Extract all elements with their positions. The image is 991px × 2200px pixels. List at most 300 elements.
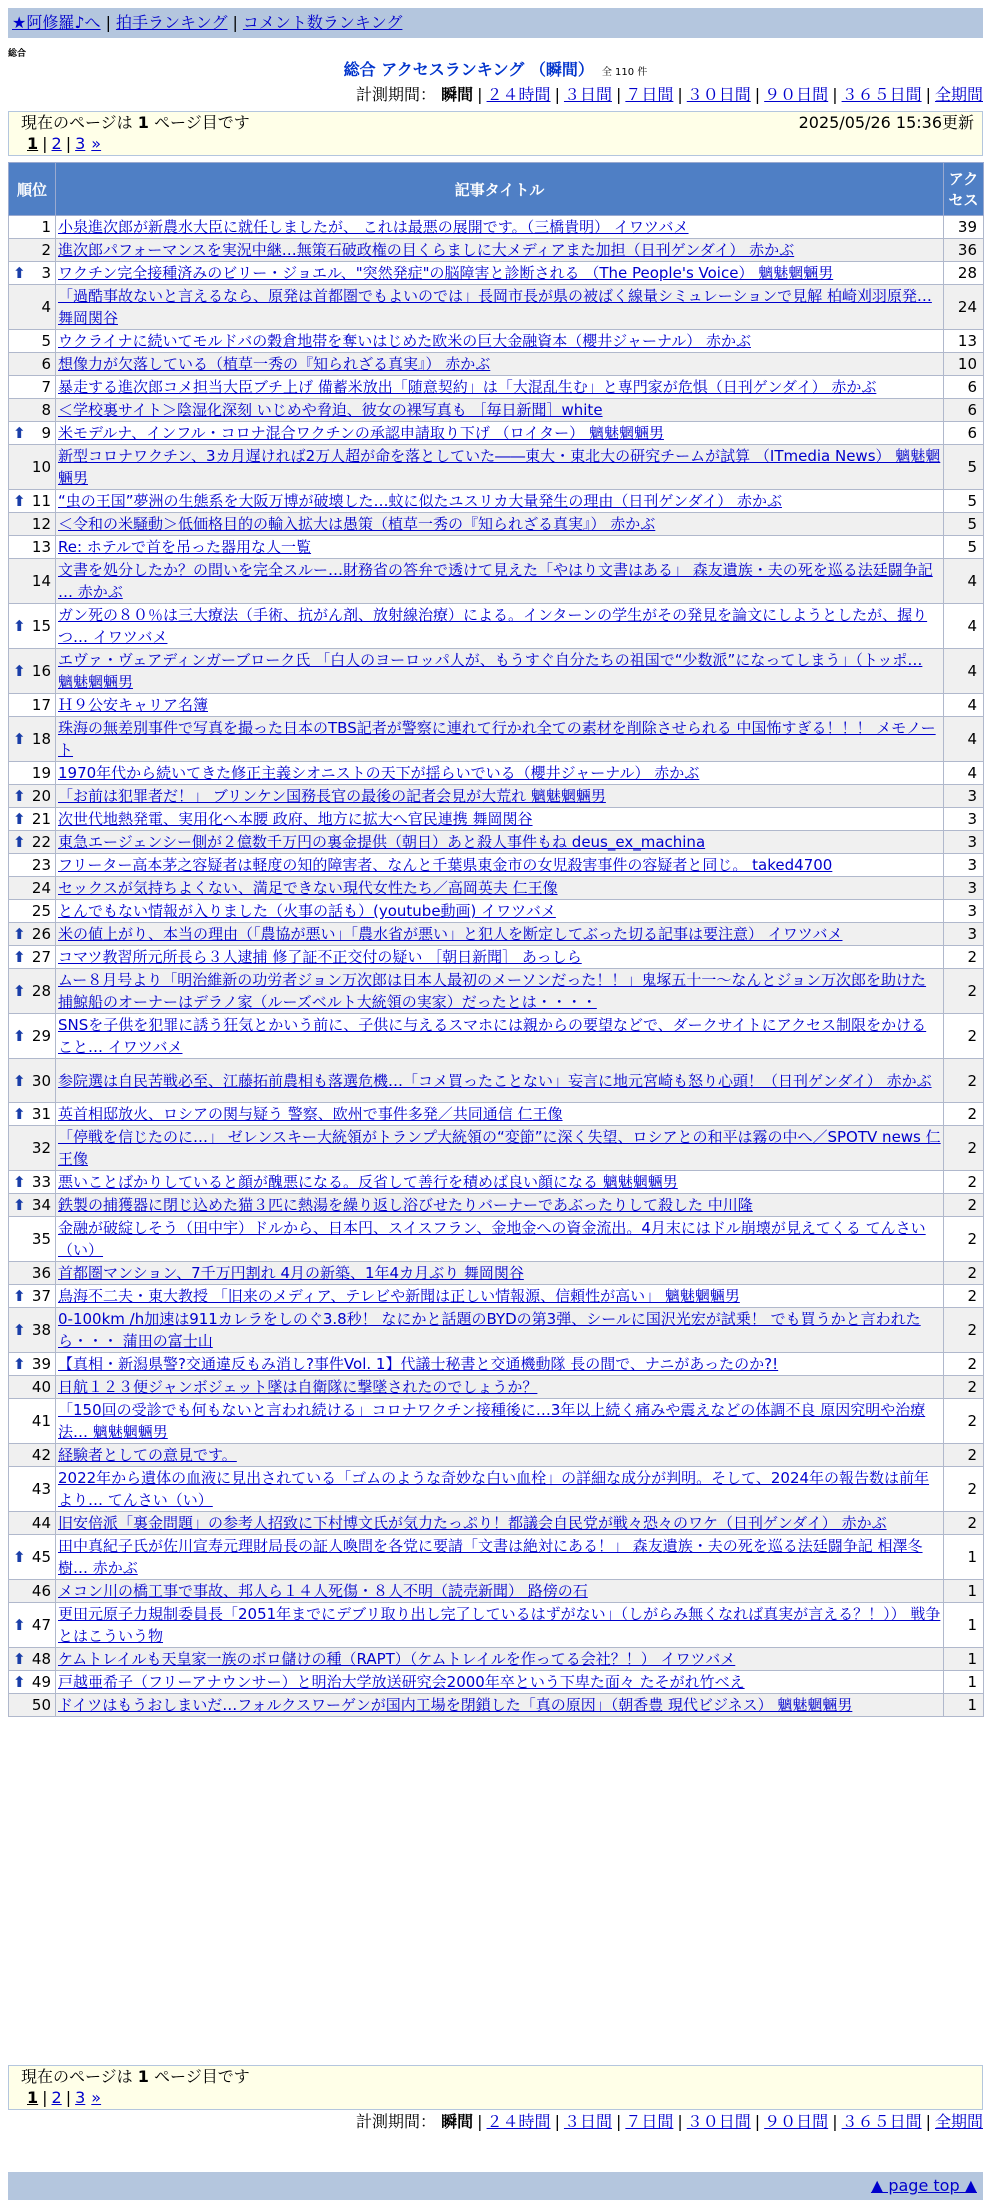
table-row <box>9 262 984 285</box>
title-cell <box>56 536 944 559</box>
rank-cell <box>9 969 56 1014</box>
period-separator: | <box>832 2112 838 2131</box>
page-link-2[interactable]: 2 <box>51 134 62 153</box>
period-link-all[interactable]: 全期間 <box>934 2112 983 2131</box>
rank-number: 3 <box>41 264 51 282</box>
access-count: 2 <box>944 1376 984 1399</box>
article-link[interactable]: 戸越亜希子（フリーアナウンサー）と明治大学放送研究会2000年卒という下卑た面々 たそがれ竹べえ <box>58 1673 745 1691</box>
page-separator: | <box>42 134 48 153</box>
period-label: 計測期間： <box>356 85 437 104</box>
access-count: 1 <box>944 1694 984 1717</box>
updated-timestamp: 2025/05/26 15:36更新 <box>798 113 974 132</box>
up-arrow-icon: ⬆ <box>13 1027 26 1045</box>
rank-number: 2 <box>41 241 51 259</box>
title-cell <box>56 946 944 969</box>
rank-number: 27 <box>31 948 51 966</box>
article-link[interactable]: 田中真紀子氏が佐川宣寿元理財局長の証人喚問を各党に要請「文書は絶対にある！」 森友遺族・夫の死を巡る法廷闘争記 相澤冬樹… 赤かぶ <box>58 1537 923 1577</box>
up-arrow-icon: ⬆ <box>13 1105 26 1123</box>
rank-number: 34 <box>31 1196 51 1214</box>
table-row <box>9 1014 984 1059</box>
table-row <box>9 808 984 831</box>
rank-number: 25 <box>31 902 51 920</box>
article-link[interactable]: 新型コロナワクチン、3カ月遅ければ2万人超が命を落としていた――東大・東北大の研究チームが試算 （ITmedia News） 魑魅魍魎男 <box>58 447 941 487</box>
title-cell <box>56 762 944 785</box>
title-cell <box>56 513 944 536</box>
title-cell <box>56 1648 944 1671</box>
up-arrow-icon: ⬆ <box>13 833 26 851</box>
access-count: 3 <box>944 831 984 854</box>
rank-cell <box>9 1376 56 1399</box>
rank-number: 11 <box>31 492 51 510</box>
title-cell <box>56 831 944 854</box>
table-row <box>9 422 984 445</box>
title-cell <box>56 1399 944 1444</box>
title-cell <box>56 1444 944 1467</box>
col-header-title: 記事タイトル <box>56 163 944 216</box>
article-link[interactable]: 参院選は自民苦戦必至、江藤拓前農相も落選危機…「コメ買ったことない」妄言に地元宮崎も怒り心頭！（日刊ゲンダイ） 赤かぶ <box>58 1071 932 1090</box>
access-count: 2 <box>944 1262 984 1285</box>
title-cell <box>56 216 944 239</box>
title-cell <box>56 399 944 422</box>
table-row <box>9 1444 984 1467</box>
table-row <box>9 1103 984 1126</box>
article-link[interactable]: 進次郎パフォーマンスを実況中継…無策石破政権の目くらましに大メディアまた加担（日刊ゲンダイ） 赤かぶ <box>58 241 795 259</box>
title-cell <box>56 717 944 762</box>
period-current: 瞬間 <box>441 2112 474 2131</box>
clap-ranking-link[interactable]: 拍手ランキング <box>115 13 228 32</box>
col-header-rank: 順位 <box>9 163 56 216</box>
article-link[interactable]: ドイツはもうおしまいだ…フォルクスワーゲンが国内工場を閉鎖した「真の原因」（朝香豊 現代ビジネス） 魑魅魍魎男 <box>58 1696 853 1714</box>
rank-cell <box>9 1308 56 1353</box>
rank-cell <box>9 239 56 262</box>
rank-number: 48 <box>31 1650 51 1668</box>
table-row <box>9 831 984 854</box>
rank-cell <box>9 262 56 285</box>
period-link-30d[interactable]: ３０日間 <box>686 85 751 104</box>
ranking-table-body <box>9 216 984 1717</box>
rank-cell <box>9 1103 56 1126</box>
period-current: 瞬間 <box>441 85 474 104</box>
total-count: 全 110 件 <box>601 67 648 78</box>
article-link[interactable]: コマツ教習所元所長ら３人逮捕 修了証不正交付の疑い ［朝日新聞］ あっしら <box>58 948 582 966</box>
title-cell <box>56 694 944 717</box>
rank-cell <box>9 1580 56 1603</box>
rank-cell <box>9 330 56 353</box>
footer-bar <box>8 2172 983 2200</box>
access-count: 2 <box>944 1059 984 1103</box>
access-count: 3 <box>944 785 984 808</box>
period-link-all[interactable]: 全期間 <box>934 85 983 104</box>
table-row <box>9 877 984 900</box>
access-count: 4 <box>944 649 984 694</box>
rank-number: 49 <box>31 1673 51 1691</box>
access-count: 4 <box>944 604 984 649</box>
access-count: 2 <box>944 1444 984 1467</box>
access-count: 1 <box>944 1580 984 1603</box>
up-arrow-icon: ⬆ <box>13 662 26 680</box>
rank-cell <box>9 1353 56 1376</box>
title-cell <box>56 262 944 285</box>
title-cell <box>56 1171 944 1194</box>
article-link[interactable]: エヴァ・ヴェアディンガーブローク氏 「白人のヨーロッパ人が、もうすぐ自分たちの祖国で“少数派”になってしまう」（トッポ… 魑魅魍魎男 <box>58 651 923 691</box>
period-separator: | <box>615 85 622 104</box>
access-count: 6 <box>944 399 984 422</box>
title-cell <box>56 969 944 1014</box>
page-link-3[interactable]: 3 <box>75 2088 86 2107</box>
period-separator: | <box>477 2112 483 2131</box>
access-count: 10 <box>944 353 984 376</box>
article-link[interactable]: 鉄製の捕獲器に閉じ込めた猫３匹に熱湯を繰り返し浴びせたりバーナーであぶったりして殺した 中川隆 <box>58 1196 753 1214</box>
rank-cell <box>9 900 56 923</box>
article-link[interactable]: Re: ホテルで首を吊った器用な人一覧 <box>58 538 312 556</box>
title-cell <box>56 1671 944 1694</box>
page-link-2[interactable]: 2 <box>51 2088 62 2107</box>
article-link[interactable]: 経験者としての意見です。 <box>58 1446 237 1464</box>
table-row <box>9 1648 984 1671</box>
rank-number: 39 <box>31 1355 51 1373</box>
title-cell <box>56 1194 944 1217</box>
access-count: 24 <box>944 285 984 330</box>
table-row <box>9 1671 984 1694</box>
article-link[interactable]: 「過酷事故ないと言えるなら、原発は首都圏でもよいのでは」長岡市長が県の被ばく線量シミュレーションで見解 柏崎刈羽原発… 舞岡関谷 <box>58 287 932 327</box>
article-link[interactable]: 英首相邸放火、ロシアの関与疑う 警察、欧州で事件多発／共同通信 仁王像 <box>58 1105 563 1123</box>
table-row <box>9 216 984 239</box>
access-count: 3 <box>944 877 984 900</box>
title-cell <box>56 376 944 399</box>
title-cell <box>56 1285 944 1308</box>
rank-cell <box>9 1648 56 1671</box>
article-link[interactable]: Ｈ９公安キャリア名簿 <box>58 696 209 714</box>
up-arrow-icon: ⬆ <box>13 1321 26 1339</box>
title-cell <box>56 490 944 513</box>
rank-number: 22 <box>31 833 51 851</box>
table-row <box>9 1580 984 1603</box>
period-separator: | <box>832 85 838 104</box>
access-count: 6 <box>944 422 984 445</box>
article-link[interactable]: 首都圏マンション、7千万円割れ 4月の新築、1年4カ月ぶり 舞岡関谷 <box>58 1264 524 1282</box>
article-link[interactable]: ガン死の８０％は三大療法（手術、抗がん剤、放射線治療）による。インターンの学生がその発見を論文にしようとしたが、握りつ… イワツバメ <box>58 606 928 646</box>
title-cell <box>56 900 944 923</box>
table-row <box>9 445 984 490</box>
rank-cell <box>9 1535 56 1580</box>
article-link[interactable]: 米モデルナ、インフル・コロナ混合ワクチンの承認申請取り下げ （ロイター） 魑魅魍魎男 <box>58 424 664 442</box>
table-row <box>9 1694 984 1717</box>
period-link-90d[interactable]: ９０日間 <box>764 2112 829 2131</box>
pagination <box>9 2087 982 2109</box>
table-row <box>9 399 984 422</box>
access-count: 3 <box>944 900 984 923</box>
up-arrow-icon: ⬆ <box>13 264 26 282</box>
title-cell <box>56 808 944 831</box>
access-count: 5 <box>944 445 984 490</box>
article-link[interactable]: 1970年代から続いてきた修正主義シオニストの天下が揺らいでいる（櫻井ジャーナル） 赤かぶ <box>58 764 700 782</box>
up-arrow-icon: ⬆ <box>13 424 26 442</box>
ranking-table <box>8 162 984 1717</box>
period-link-24h[interactable]: ２４時間 <box>486 85 551 104</box>
access-count: 4 <box>944 717 984 762</box>
title-cell <box>56 559 944 604</box>
rank-cell <box>9 445 56 490</box>
rank-number: 37 <box>31 1287 51 1305</box>
rank-cell <box>9 1059 56 1103</box>
article-link[interactable]: ＜令和の米騒動＞低価格目的の輸入拡大は愚策（植草一秀の『知られざる真実』） 赤かぶ <box>58 515 656 533</box>
up-arrow-icon: ⬆ <box>13 925 26 943</box>
table-row <box>9 717 984 762</box>
nav-separator: | <box>232 13 238 32</box>
title-cell <box>56 1603 944 1648</box>
access-count: 2 <box>944 1171 984 1194</box>
rank-number: 31 <box>31 1105 51 1123</box>
table-row <box>9 536 984 559</box>
page-next-link[interactable]: » <box>91 134 102 153</box>
period-link-24h[interactable]: ２４時間 <box>486 2112 551 2131</box>
title-cell <box>56 422 944 445</box>
period-separator: | <box>554 85 560 104</box>
title-cell <box>56 353 944 376</box>
page-current: 1 <box>27 134 39 153</box>
up-arrow-icon: ⬆ <box>13 1650 26 1668</box>
period-separator: | <box>677 2112 683 2131</box>
table-row <box>9 1512 984 1535</box>
article-link[interactable]: 文書を処分したか？の問いを完全スルー…財務省の答弁で透けて見えた「やはり文書はある」 森友遺族・夫の死を巡る法廷闘争記 … 赤かぶ <box>58 561 933 601</box>
rank-number: 29 <box>31 1027 51 1045</box>
access-count: 1 <box>944 1671 984 1694</box>
access-count: 2 <box>944 1512 984 1535</box>
article-link[interactable]: 次世代地熱発電、実用化へ本腰 政府、地方に拡大へ官民連携 舞岡関谷 <box>58 810 533 828</box>
pager-bottom <box>8 2065 983 2110</box>
page-link-3[interactable]: 3 <box>75 134 86 153</box>
period-label: 計測期間： <box>356 2112 437 2131</box>
rank-number: 26 <box>31 925 51 943</box>
article-link[interactable]: 暴走する進次郎コメ担当大臣ブチ上げ 備蓄米放出「随意契約」は「大混乱生む」と専門家が危惧（日刊ゲンダイ） 赤かぶ <box>58 378 877 396</box>
article-link[interactable]: メコン川の橋工事で事故、邦人ら１４人死傷・８人不明（読売新聞） 路傍の石 <box>58 1582 588 1600</box>
article-link[interactable]: 「お前は犯罪者だ！」 ブリンケン国務長官の最後の記者会見が大荒れ 魑魅魍魎男 <box>58 787 606 805</box>
period-link-7d[interactable]: ７日間 <box>625 2112 674 2131</box>
table-row <box>9 649 984 694</box>
access-count: 2 <box>944 1285 984 1308</box>
rank-number: 15 <box>31 617 51 635</box>
rank-cell <box>9 1014 56 1059</box>
up-arrow-icon: ⬆ <box>13 730 26 748</box>
article-link[interactable]: 0-100km /h加速は911カレラをしのぐ3.8秒！ なにかと話題のBYDの第3弾、シールに国沢光宏が試乗！ でも買うかと言われたら・・・ 蒲田の富士山 <box>58 1310 921 1350</box>
rank-number: 30 <box>31 1071 51 1090</box>
title-cell <box>56 285 944 330</box>
title-cell <box>56 1535 944 1580</box>
article-link[interactable]: ケムトレイルも天皇家一族のボロ儲けの種（RAPT）（ケムトレイルを作ってる会社？！） イワツバメ <box>58 1650 736 1668</box>
period-separator: | <box>477 85 483 104</box>
rank-cell <box>9 1194 56 1217</box>
title-cell <box>56 239 944 262</box>
rank-number: 38 <box>31 1321 51 1339</box>
page-separator: | <box>65 134 72 153</box>
article-link[interactable]: 日航１２３便ジャンボジェット墜は自衛隊に撃墜されたのでしょうか？ <box>58 1378 538 1396</box>
rank-number: 36 <box>31 1264 51 1282</box>
period-separator: | <box>754 2112 761 2131</box>
access-count: 2 <box>944 1467 984 1512</box>
title-cell <box>56 1376 944 1399</box>
rank-number: 46 <box>31 1582 51 1600</box>
article-link[interactable]: 「停戦を信じたのに…」 ゼレンスキー大統領がトランプ大統領の“変節”に深く失望、ロシアとの和平は霧の中へ／SPOTV news 仁王像 <box>58 1128 941 1168</box>
rank-cell <box>9 1285 56 1308</box>
title-cell <box>56 1308 944 1353</box>
article-link[interactable]: ムー８月号より「明治維新の功労者ジョン万次郎は日本人最初のメーソンだった！！」鬼塚五十一～なんとジョン万次郎を助けた捕鯨船のオーナーはデラノ家（ルーズベルト大統領の実家）だったとは・・・・ <box>58 971 927 1011</box>
rank-cell <box>9 604 56 649</box>
access-count: 2 <box>944 1308 984 1353</box>
access-count: 1 <box>944 1535 984 1580</box>
title-cell <box>56 445 944 490</box>
article-link[interactable]: 旧安倍派「裏金問題」の参考人招致に下村博文氏が気力たっぷり！都議会自民党が戦々恐々のワケ（日刊ゲンダイ） 赤かぶ <box>58 1514 887 1532</box>
rank-cell <box>9 877 56 900</box>
article-link[interactable]: 米の値上がり、本当の理由（「農協が悪い」「農水省が悪い」と犯人を断定してぶった切る記事は要注意） イワツバメ <box>58 925 843 943</box>
pager-status-line <box>9 112 982 133</box>
table-row <box>9 330 984 353</box>
rank-cell <box>9 1217 56 1262</box>
up-arrow-icon: ⬆ <box>13 1196 26 1214</box>
article-link[interactable]: 想像力が欠落している（植草一秀の『知られざる真実』） 赤かぶ <box>58 355 491 373</box>
access-count: 2 <box>944 1217 984 1262</box>
page-top-link[interactable]: ▲ page top ▲ <box>870 2176 977 2195</box>
table-row <box>9 923 984 946</box>
pagination <box>9 133 982 155</box>
table-row <box>9 854 984 877</box>
article-link[interactable]: 悪いことばかりしていると顔が醜悪になる。反省して善行を積めば良い顔になる 魑魅魍魎男 <box>58 1173 678 1191</box>
period-separator: | <box>554 2112 560 2131</box>
rank-cell <box>9 285 56 330</box>
article-link[interactable]: 金融が破綻しそう（田中宇）ドルから、日本円、スイスフラン、金地金への資金流出。4月末にはドル崩壊が見えてくる てんさい（い） <box>58 1219 926 1259</box>
article-link[interactable]: ワクチン完全接種済みのビリー・ジョエル、"突然発症"の脳障害と診断される （The People's Voice） 魑魅魍魎男 <box>58 264 834 282</box>
article-link[interactable]: ウクライナに続いてモルドバの穀倉地帯を奪いはじめた欧米の巨大金融資本（櫻井ジャーナル） 赤かぶ <box>58 332 751 350</box>
article-link[interactable]: 【真相・新潟県警?交通違反もみ消し?事件Vol. 1】代議士秘書と交通機動隊 長の間で、ナニがあったのか?! <box>58 1355 779 1373</box>
article-link[interactable]: セックスが気持ちよくない、満足できない現代女性たち／高岡英夫 仁王像 <box>58 879 558 897</box>
rank-cell <box>9 1126 56 1171</box>
title-cell <box>56 877 944 900</box>
rank-cell <box>9 422 56 445</box>
pager-status-text: 現在のページは 1 ページ目です <box>21 2067 250 2086</box>
period-link-365d[interactable]: ３６５日間 <box>841 2112 922 2131</box>
table-row <box>9 1353 984 1376</box>
rank-cell <box>9 1399 56 1444</box>
rank-number: 19 <box>31 764 51 782</box>
period-link-3d[interactable]: ３日間 <box>563 2112 612 2131</box>
title-cell <box>56 1467 944 1512</box>
article-link[interactable]: ＜学校裏サイト＞陰湿化深刻 いじめや脅迫、彼女の裸写真も ［毎日新聞］white <box>58 401 603 419</box>
access-count: 2 <box>944 1103 984 1126</box>
period-separator: | <box>925 85 931 104</box>
rank-number: 21 <box>31 810 51 828</box>
article-link[interactable]: 更田元原子力規制委員長「2051年までにデブリ取り出し完了しているはずがない」（しがらみ無くなれば真実が言える？！）） 戦争とはこういう物 <box>58 1605 941 1645</box>
title-cell <box>56 854 944 877</box>
pager-status-line <box>9 2066 982 2087</box>
rank-cell <box>9 376 56 399</box>
period-separator: | <box>754 85 761 104</box>
rank-number: 9 <box>41 424 51 442</box>
period-link-7d[interactable]: ７日間 <box>625 85 674 104</box>
rank-number: 16 <box>31 662 51 680</box>
table-row <box>9 900 984 923</box>
rank-cell <box>9 649 56 694</box>
title-cell <box>56 923 944 946</box>
access-count: 5 <box>944 536 984 559</box>
access-count: 4 <box>944 762 984 785</box>
rank-cell <box>9 399 56 422</box>
period-separator: | <box>925 2112 931 2131</box>
rank-cell <box>9 1171 56 1194</box>
title-cell <box>56 1580 944 1603</box>
rank-cell <box>9 1603 56 1648</box>
article-link[interactable]: 鳥海不二夫・東大教授 「旧来のメディア、テレビや新聞は正しい情報源、信頼性が高い」 魑魅魍魎男 <box>58 1287 740 1305</box>
article-link[interactable]: とんでもない情報が入りました（火事の話も）(youtube動画) イワツバメ <box>58 902 556 920</box>
access-count: 3 <box>944 854 984 877</box>
page-title: 総合 アクセスランキング （瞬間） <box>343 60 594 79</box>
rank-number: 7 <box>41 378 51 396</box>
article-link[interactable]: 2022年から遺体の血液に見出されている「ゴムのような奇妙な白い血栓」の詳細な成分が判明。そして、2024年の報告数は前年より… てんさい（い） <box>58 1469 930 1509</box>
access-count: 6 <box>944 376 984 399</box>
article-link[interactable]: 珠海の無差別事件で写真を撮った日本のTBS記者が警察に連れて行かれ全ての素材を削除させられる 中国怖すぎる！！！ メモノート <box>58 719 936 759</box>
access-count: 5 <box>944 513 984 536</box>
table-row <box>9 1285 984 1308</box>
rank-cell <box>9 785 56 808</box>
article-link[interactable]: フリーター高本茅之容疑者は軽度の知的障害者、なんと千葉県東金市の女児殺害事件の容疑者と同じ。 taked4700 <box>58 856 833 874</box>
pager-top <box>8 111 983 156</box>
access-count: 2 <box>944 946 984 969</box>
period-selector-bottom <box>356 2111 983 2133</box>
table-row <box>9 1399 984 1444</box>
period-link-90d[interactable]: ９０日間 <box>764 85 829 104</box>
title-cell <box>56 330 944 353</box>
period-link-3d[interactable]: ３日間 <box>563 85 612 104</box>
rank-number: 10 <box>31 458 51 476</box>
title-cell <box>56 1353 944 1376</box>
access-count: 39 <box>944 216 984 239</box>
access-count: 4 <box>944 694 984 717</box>
up-arrow-icon: ⬆ <box>13 617 26 635</box>
article-link[interactable]: 「150回の受診でも何もないと言われ続ける」コロナワクチン接種後に…3年以上続く痛みや震えなどの体調不良 原因究明や治療法… 魑魅魍魎男 <box>58 1401 926 1441</box>
comment-ranking-link[interactable]: コメント数ランキング <box>242 13 403 32</box>
period-link-30d[interactable]: ３０日間 <box>686 2112 751 2131</box>
page-separator: | <box>65 2088 72 2107</box>
period-link-365d[interactable]: ３６５日間 <box>841 85 922 104</box>
table-row <box>9 785 984 808</box>
rank-cell <box>9 1444 56 1467</box>
nav-separator: | <box>105 13 111 32</box>
rank-number: 45 <box>31 1548 51 1566</box>
page-next-link[interactable]: » <box>91 2088 102 2107</box>
rank-cell <box>9 854 56 877</box>
title-cell <box>56 1103 944 1126</box>
rank-number: 44 <box>31 1514 51 1532</box>
rank-cell <box>9 717 56 762</box>
rank-cell <box>9 762 56 785</box>
rank-number: 32 <box>31 1139 51 1157</box>
article-link[interactable]: 東急エージェンシー側が２億数千万円の裏金提供（朝日）あと殺人事件もね deus_ex_machina <box>58 833 706 851</box>
title-cell <box>56 1014 944 1059</box>
table-header-row <box>9 163 984 216</box>
access-count: 1 <box>944 1648 984 1671</box>
title-cell <box>56 1694 944 1717</box>
home-link[interactable]: ★阿修羅♪へ <box>12 13 101 32</box>
table-row <box>9 604 984 649</box>
rank-number: 6 <box>41 355 51 373</box>
article-link[interactable]: 小泉進次郎が新農水大臣に就任しましたが、 これは最悪の展開です。（三橋貴明） イワツバメ <box>58 218 689 236</box>
col-header-access: アクセス <box>944 163 984 216</box>
period-selector-top <box>356 84 983 106</box>
up-arrow-icon: ⬆ <box>13 492 26 510</box>
article-link[interactable]: “虫の王国”夢洲の生態系を大阪万博が破壊した…蚊に似たユスリカ大量発生の理由（日刊ゲンダイ） 赤かぶ <box>58 492 782 510</box>
up-arrow-icon: ⬆ <box>13 982 26 1000</box>
title-cell <box>56 1059 944 1103</box>
article-link[interactable]: SNSを子供を犯罪に誘う狂気とかいう前に、子供に与えるスマホには親からの要望などで、ダークサイトにアクセス制限をかけること… イワツバメ <box>58 1016 927 1056</box>
access-count: 2 <box>944 1014 984 1059</box>
